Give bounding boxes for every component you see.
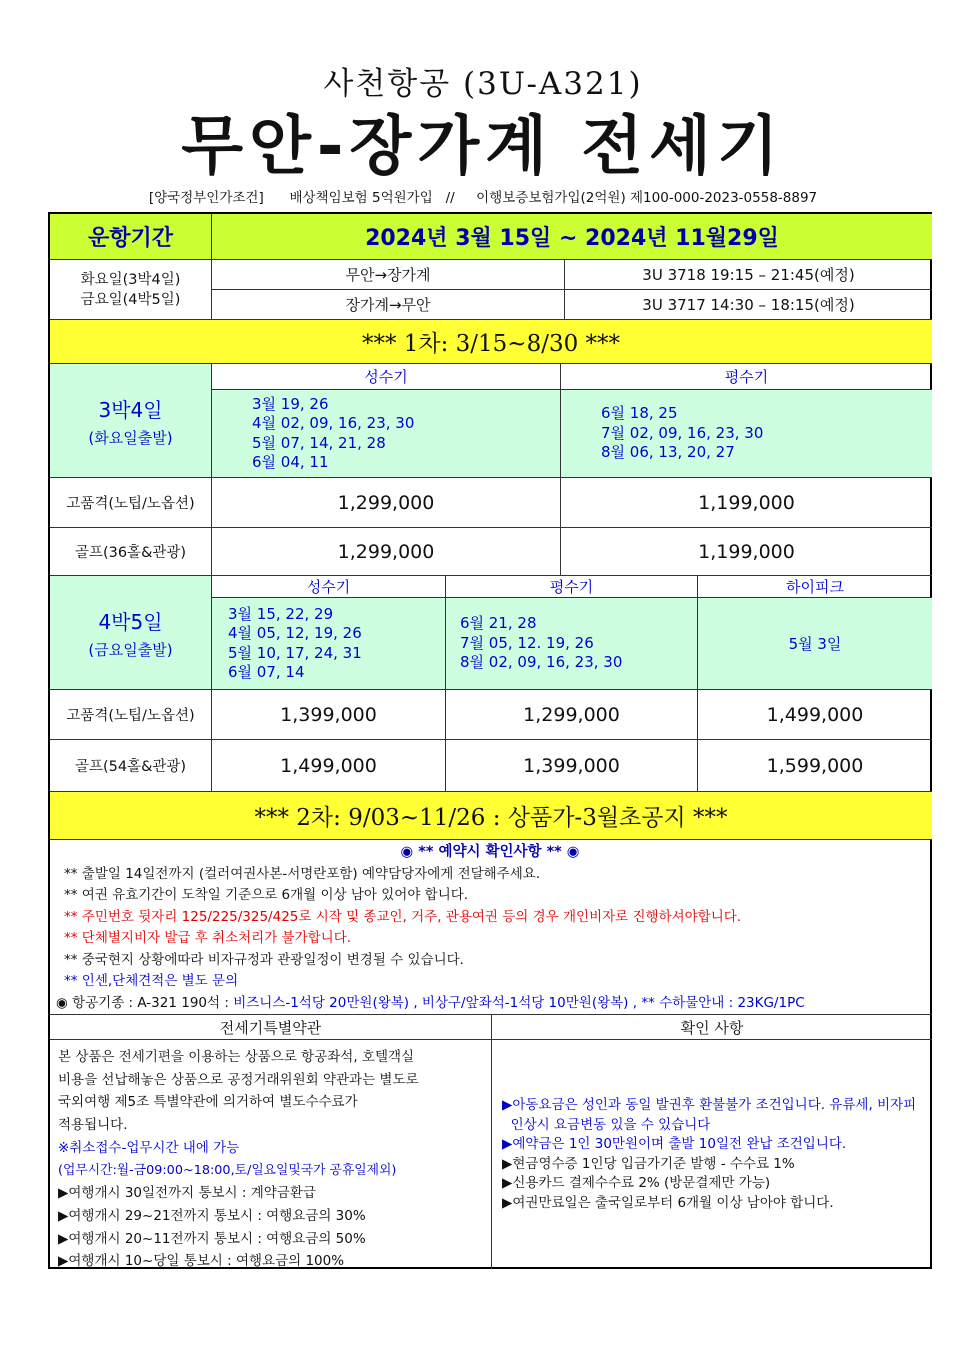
date-line: 5월 07, 14, 21, 28	[252, 433, 386, 452]
pkg45-price-label-golf: 골프(54홀&관광)	[50, 740, 212, 792]
pkg34-price-label-premium: 고품격(노팁/노옵션)	[50, 478, 212, 528]
pkg45-name: 4박5일	[98, 609, 163, 634]
pkg34-sub: (화요일출발)	[88, 428, 173, 447]
pkg45-price-premium-highpeak: 1,499,000	[698, 690, 932, 740]
pkg45-price-premium-peak: 1,399,000	[212, 690, 446, 740]
notice-title: ◉ ** 예약시 확인사항 ** ◉	[400, 844, 580, 860]
period-label: 운항기간	[50, 214, 212, 260]
date-line: 8월 06, 13, 20, 27	[601, 443, 735, 462]
date-line: 7월 05, 12. 19, 26	[460, 633, 594, 652]
date-line: 6월 07, 14	[228, 663, 305, 681]
notice-item: ** 단체별지비자 발급 후 취소처리가 불가합니다.	[64, 930, 352, 946]
cancel-rule: ▶여행개시 29~21전까지 통보시 : 여행요금의 30%	[58, 1207, 366, 1224]
period-value: 2024년 3월 15일 ~ 2024년 11월29일	[212, 214, 932, 260]
aircraft-type: ◉ 항공기종 : A-321 190석 :	[56, 994, 234, 1011]
pkg45-season-highpeak: 하이피크	[698, 576, 932, 598]
date-line: 4월 05, 12, 19, 26	[228, 624, 362, 642]
cancel-rule: ▶여행개시 10~당일 통보시 : 여행요금의 100%	[58, 1253, 345, 1270]
route-outbound: 무안→장가계	[212, 260, 565, 290]
confirm-item: ▶아동요금은 성인과 동일 발권후 환불불가 조건입니다. 유류세, 비자피	[502, 1097, 917, 1113]
date-line: 3월 15, 22, 29	[228, 604, 334, 623]
confirm-item: 인상시 요금변동 있을 수 있습니다	[502, 1116, 711, 1133]
pkg45-highpeak-dates: 5월 3일	[698, 598, 932, 690]
terms-line: 국외여행 제5조 특별약관에 의거하여 별도수수료가	[58, 1094, 358, 1111]
date-line: 6월 04, 11	[252, 453, 329, 471]
date-line: 6월 18, 25	[601, 404, 678, 423]
pkg45-normal-dates	[446, 598, 698, 690]
cancel-rule: ▶여행개시 20~11전까지 통보시 : 여행요금의 50%	[58, 1230, 366, 1247]
pkg45-peak-dates	[212, 598, 446, 690]
booking-notice	[50, 842, 930, 1014]
terms-line: 본 상품은 전세기편을 이용하는 상품으로 항공좌석, 호텔객실	[58, 1049, 415, 1065]
notice-item: ** 주민번호 뒷자리 125/225/325/425로 시작 및 종교인, 거주, 관용여권 등의 경우 개인비자로 진행하셔야합니다.	[64, 908, 742, 925]
flight-outbound: 3U 3718 19:15 – 21:45(예정)	[565, 260, 932, 290]
aircraft-baggage: ** 수하물안내 : 23KG/1PC	[641, 994, 805, 1011]
pkg45-sub: (금요일출발)	[88, 640, 173, 659]
pkg34-label	[50, 364, 212, 478]
pkg34-peak-dates	[212, 390, 561, 478]
notice-item: ** 인센,단체견적은 별도 문의	[64, 973, 239, 989]
phase2-banner: *** 2차: 9/03~11/26 : 상품가-3월초공지 ***	[50, 792, 932, 840]
insurance-info: [양국정부인가조건] 배상책임보험 5억원가입 // 이행보증보험가입(2억원) 제100-000-2023-0558-8897	[148, 190, 818, 206]
pkg45-season-normal: 평수기	[446, 576, 698, 598]
confirm-title: 확인 사항	[492, 1014, 932, 1040]
terms-line: 적용됩니다.	[58, 1117, 128, 1134]
pkg34-price-golf-normal: 1,199,000	[561, 528, 932, 576]
confirm-body	[492, 1040, 932, 1269]
aircraft-info	[50, 993, 930, 1015]
flight-day-tue: 화요일(3박4일)	[80, 271, 181, 288]
pkg34-season-peak: 성수기	[212, 364, 561, 390]
pkg45-price-golf-peak: 1,499,000	[212, 740, 446, 792]
terms-title: 전세기특별약관	[50, 1014, 492, 1040]
date-line: 5월 10, 17, 24, 31	[228, 643, 362, 662]
date-line: 7월 02, 09, 16, 23, 30	[601, 423, 764, 442]
pkg34-price-label-golf: 골프(36홀&관광)	[50, 528, 212, 576]
phase1-banner: *** 1차: 3/15~8/30 ***	[50, 320, 932, 364]
flight-days	[50, 260, 212, 320]
pkg34-price-premium-normal: 1,199,000	[561, 478, 932, 528]
flight-day-fri: 금요일(4박5일)	[80, 291, 181, 308]
terms-line: 비용을 선납해놓은 상품으로 공정거래위원회 약관과는 별도로	[58, 1071, 419, 1088]
confirm-item: ▶신용카드 결제수수료 2% (방문결제만 가능)	[502, 1175, 771, 1191]
route-inbound: 장가계→무안	[212, 290, 565, 320]
pkg45-price-premium-normal: 1,299,000	[446, 690, 698, 740]
itinerary-table	[48, 212, 932, 1269]
date-line: 3월 19, 26	[252, 394, 329, 413]
cancel-title: ※취소접수-업무시간 내에 가능	[58, 1139, 240, 1156]
date-line: 6월 21, 28	[460, 614, 537, 633]
date-line: 4월 02, 09, 16, 23, 30	[252, 414, 415, 432]
cancel-rule: ▶여행개시 30일전까지 통보시 : 계약금환급	[58, 1185, 316, 1202]
pkg34-price-premium-peak: 1,299,000	[212, 478, 561, 528]
pkg34-normal-dates	[561, 390, 932, 478]
confirm-item: ▶예약금은 1인 30만원이며 출발 10일전 완납 조건입니다.	[502, 1136, 847, 1152]
terms-body	[50, 1040, 492, 1269]
pkg45-label	[50, 576, 212, 690]
notice-item: ** 중국현지 상황에따라 비자규정과 관광일정이 변경될 수 있습니다.	[64, 951, 464, 968]
pkg34-season-normal: 평수기	[561, 364, 932, 390]
pkg34-name: 3박4일	[98, 397, 163, 422]
pkg45-price-golf-highpeak: 1,599,000	[698, 740, 932, 792]
airline-title: 사천항공 (3U-A321)	[323, 66, 643, 102]
pkg45-season-peak: 성수기	[212, 576, 446, 598]
date-line: 8월 02, 09, 16, 23, 30	[460, 653, 623, 672]
confirm-item: ▶여권만료일은 출국일로부터 6개월 이상 남아야 합니다.	[502, 1194, 834, 1211]
pkg45-price-label-premium: 고품격(노팁/노옵션)	[50, 690, 212, 740]
confirm-item: ▶현금영수증 1인당 입금가기준 발행 - 수수료 1%	[502, 1155, 795, 1172]
route-title: 무안-장가계 전세기	[181, 110, 785, 184]
pkg34-price-golf-peak: 1,299,000	[212, 528, 561, 576]
cancel-hours: (업무시간:월-금09:00~18:00,토/일요일및국가 공휴일제외)	[58, 1162, 397, 1178]
notice-item: ** 여권 유효기간이 도착일 기준으로 6개월 이상 남아 있어야 합니다.	[64, 887, 469, 903]
notice-item: ** 출발일 14일전까지 (컬러여권사본-서명란포함) 예약담당자에게 전달해주세요.	[64, 865, 541, 882]
flight-inbound: 3U 3717 14:30 – 18:15(예정)	[565, 290, 932, 320]
aircraft-seat-fees: 비즈니스-1석당 20만원(왕복) , 비상구/앞좌석-1석당 10만원(왕복) ,	[233, 994, 642, 1011]
pkg45-price-golf-normal: 1,399,000	[446, 740, 698, 792]
